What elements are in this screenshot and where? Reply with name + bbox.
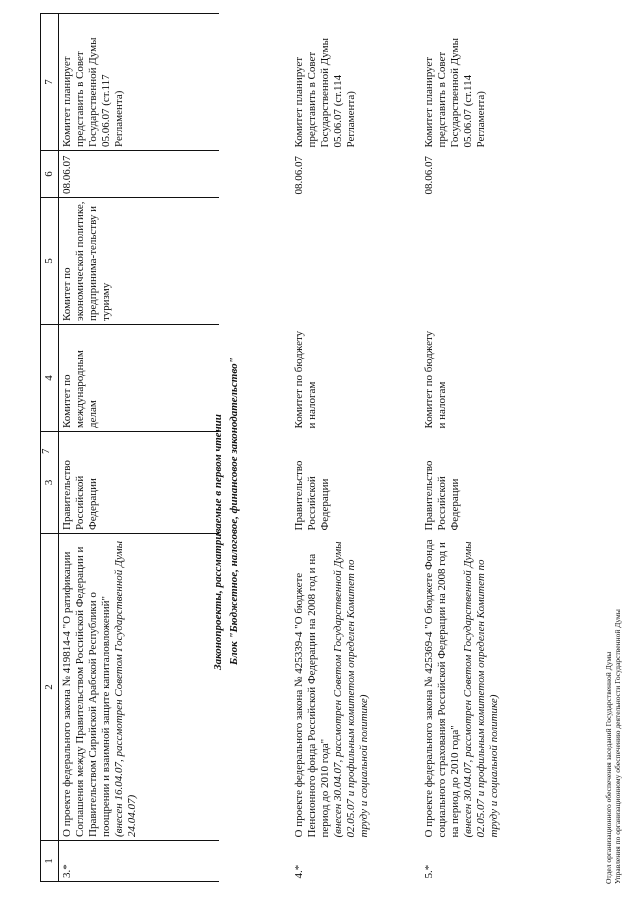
table-row [421,14,551,882]
bill-cell [59,534,219,841]
col-header-5: 5 [41,198,59,325]
col-header-2: 2 [41,534,59,841]
responsible-committee: Комитет по международным делам [59,325,219,432]
agenda-table [40,13,551,882]
row-number: 3.* [59,841,219,882]
plan-note: Комитет планирует представить в Совет Государственной Думы 05.06.07 (ст.114 Регламента) [422,37,487,148]
date: 08.06.07 [59,151,219,198]
responsible-committee: Комитет по бюджету и налогам [292,330,318,429]
block-heading: Блок "Бюджетное, налоговое, финансовое законодательство" [228,357,240,665]
section-heading: Законопроекты, рассматриваемые в первом чтении [212,414,224,670]
bill-note: (внесен 16.04.07, рассмотрен Советом Государственной Думы 24.04.07) [113,540,138,837]
bill-author: Правительство Российской Федерации [59,432,219,534]
table-row [59,14,219,882]
co-committee: Комитет по экономической политике, предпринима-тельству и туризму [59,198,219,325]
bill-note: (внесен 30.04.07, рассмотрен Советом Государственной Думы 02.05.07 и профильным комитетом определен Комитет по труду и социальной политике) [331,541,370,838]
footer-line-2: Управления по организационному обеспечению деятельности Государственной Думы [613,609,622,884]
footer [604,609,622,884]
row-number: 4.* [292,864,305,879]
bill-title: О проекте федерального закона № 419814-4 "О ратификации Соглашения между Правительством Российской Федерации и Правительством Сирийской Арабской Республики о поощрении и взаимной защите капиталовложений" [61,546,112,837]
col-header-1: 1 [41,841,59,882]
bill-cell [291,534,421,841]
bill-title: О проекте федерального закона № 425339-4 "О бюджете Пенсионного фонда Российской Федерации на 2008 год и на период до 2010 года" [292,553,331,838]
table-row [291,14,421,882]
col-header-4: 4 [41,325,59,432]
co-committee [421,198,551,325]
date: 08.06.07 [292,156,305,195]
col-header-7: 7 [41,14,59,151]
responsible-committee: Комитет по бюджету и налогам [422,330,448,429]
col-header-6: 6 [41,151,59,198]
bill-cell [421,534,551,841]
row-number: 5.* [422,864,435,879]
header-row [41,14,59,882]
bill-note: (внесен 30.04.07, рассмотрен Советом Государственной Думы 02.05.07 и профильным комитетом определен Комитет по труду и социальной политике) [461,541,500,838]
page-number: 7 [40,448,52,454]
date: 08.06.07 [422,156,435,195]
bill-author: Правительство Российской Федерации [422,460,461,531]
plan-note: Комитет планирует представить в Совет Государственной Думы 05.06.07 (ст.117 Регламента) [59,14,219,151]
col-header-3: 3 [41,432,59,534]
bill-author: Правительство Российской Федерации [292,460,331,531]
footer-line-1: Отдел организационного обеспечения заседаний Государственной Думы [604,651,613,884]
co-committee [291,198,421,325]
bill-title: О проекте федерального закона № 425369-4 "О бюджете Фонда социального страхования Российской Федерации на 2008 год и на период до 2010 года" [422,539,461,838]
plan-note: Комитет планирует представить в Совет Государственной Думы 05.06.07 (ст.114 Регламента) [292,37,357,148]
